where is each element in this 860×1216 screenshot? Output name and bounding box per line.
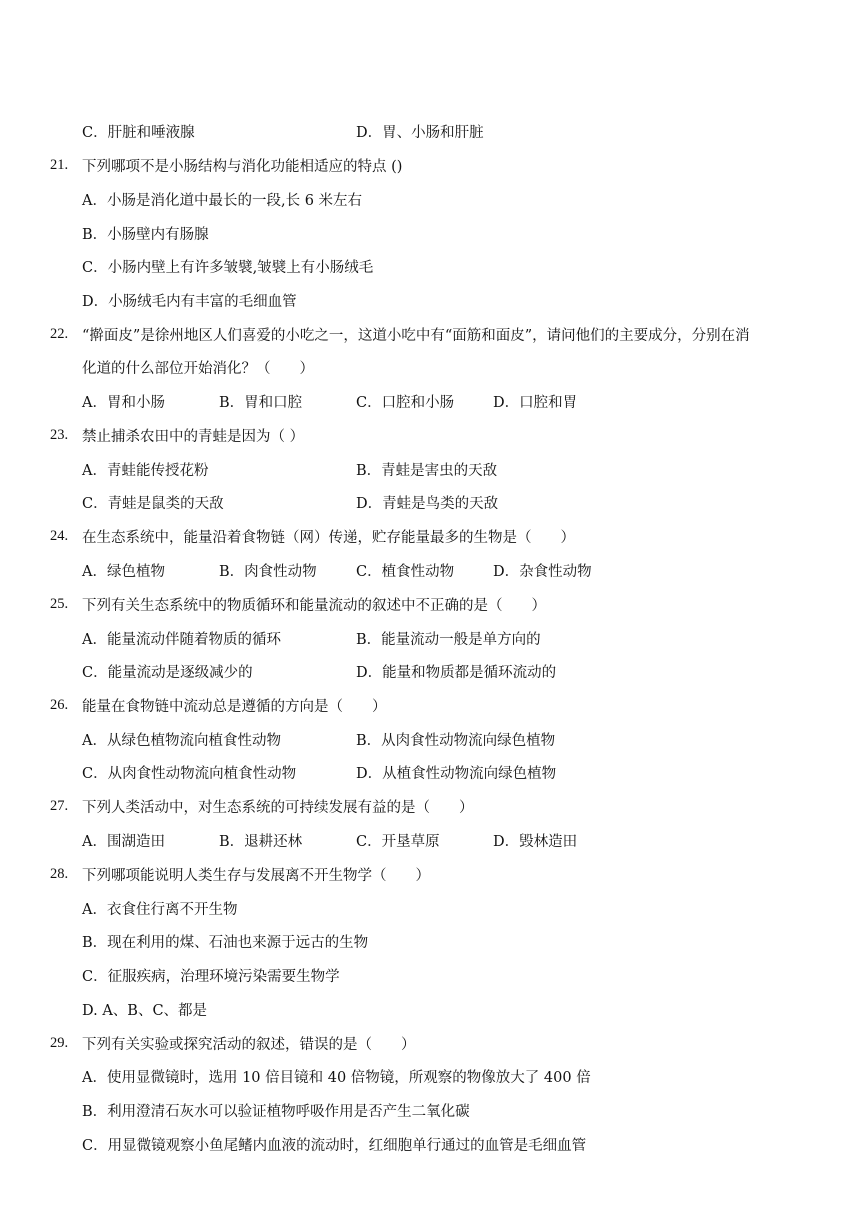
option-b: B．退耕还林	[219, 834, 303, 850]
question-number: 25.	[50, 596, 69, 612]
option-c: C．征服疾病，治理环境污染需要生物学	[82, 969, 340, 985]
option-b: B．从肉食性动物流向绿色植物	[356, 733, 556, 749]
option-d: D．青蛙是鸟类的天敌	[356, 496, 499, 512]
option-b: B．青蛙是害虫的天敌	[356, 463, 498, 479]
option-d: D．杂食性动物	[493, 564, 592, 580]
question-stem: 下列哪项能说明人类生存与发展离不开生物学（ ）	[82, 868, 430, 884]
question-stem: 在生态系统中，能量沿着食物链（网）传递，贮存能量最多的生物是（ ）	[82, 530, 575, 546]
question-number: 27.	[50, 798, 69, 814]
option-a: A．围湖造田	[82, 834, 165, 850]
option-b: B．小肠壁内有肠腺	[82, 227, 209, 243]
option-b: B．利用澄清石灰水可以验证植物呼吸作用是否产生二氧化碳	[82, 1104, 470, 1120]
option-b: B．胃和口腔	[219, 395, 303, 411]
option-c: C．开垦草原	[356, 834, 440, 850]
option-a: A．能量流动伴随着物质的循环	[82, 632, 281, 648]
question-number: 22.	[50, 326, 69, 342]
question-stem: “擀面皮”是徐州地区人们喜爱的小吃之一，这道小吃中有“面筋和面皮”，请问他们的主要成分，分别在消	[82, 328, 750, 344]
option-c: C．用显微镜观察小鱼尾鳍内血液的流动时，红细胞单行通过的血管是毛细血管	[82, 1138, 587, 1154]
option-a: A．青蛙能传授花粉	[82, 463, 209, 479]
option-a: A．绿色植物	[82, 564, 165, 580]
option-a: A．从绿色植物流向植食性动物	[82, 733, 281, 749]
option-d: D．从植食性动物流向绿色植物	[356, 766, 557, 782]
question-number: 26.	[50, 697, 69, 713]
option-c: C．植食性动物	[356, 564, 455, 580]
option-c: C．能量流动是逐级减少的	[82, 665, 253, 681]
option-d: D．小肠绒毛内有丰富的毛细血管	[82, 294, 297, 310]
option-c: C．口腔和小肠	[356, 395, 455, 411]
option-d: D．毁林造田	[493, 834, 578, 850]
option-b: B．现在利用的煤、石油也来源于远古的生物	[82, 935, 369, 951]
option-a: A．衣食住行离不开生物	[82, 902, 238, 918]
question-stem: 下列有关生态系统中的物质循环和能量流动的叙述中不正确的是（ ）	[82, 598, 546, 614]
option-b: B．能量流动一般是单方向的	[356, 632, 541, 648]
option-d: D．能量和物质都是循环流动的	[356, 665, 557, 681]
option-b: B．肉食性动物	[219, 564, 317, 580]
option-a: A．小肠是消化道中最长的一段,长 6 米左右	[82, 193, 363, 209]
option-c: C．从肉食性动物流向植食性动物	[82, 766, 297, 782]
q20-option-c: C．肝脏和唾液腺	[82, 125, 195, 141]
option-d: D．口腔和胃	[493, 395, 578, 411]
question-stem: 下列人类活动中，对生态系统的可持续发展有益的是（ ）	[82, 800, 474, 816]
option-c: C．小肠内壁上有许多皱襞,皱襞上有小肠绒毛	[82, 260, 374, 276]
question-number: 29.	[50, 1035, 69, 1051]
question-number: 23.	[50, 427, 69, 443]
option-d: D. A、B、C、都是	[82, 1003, 208, 1019]
q20-option-d: D．胃、小肠和肝脏	[356, 125, 484, 141]
question-number: 28.	[50, 866, 69, 882]
question-stem: 禁止捕杀农田中的青蛙是因为（ ）	[82, 429, 305, 445]
question-stem: 下列哪项不是小肠结构与消化功能相适应的特点 ()	[82, 159, 403, 175]
question-stem: 下列有关实验或探究活动的叙述，错误的是（ ）	[82, 1037, 416, 1053]
question-stem: 能量在食物链中流动总是遵循的方向是（ ）	[82, 699, 387, 715]
question-stem-continued: 化道的什么部位开始消化？（ ）	[82, 361, 314, 377]
option-c: C．青蛙是鼠类的天敌	[82, 496, 224, 512]
option-a: A．使用显微镜时，选用 10 倍目镜和 40 倍物镜，所观察的物像放大了 400 倍	[82, 1070, 591, 1086]
option-a: A．胃和小肠	[82, 395, 165, 411]
question-number: 24.	[50, 528, 69, 544]
question-number: 21.	[50, 157, 69, 173]
